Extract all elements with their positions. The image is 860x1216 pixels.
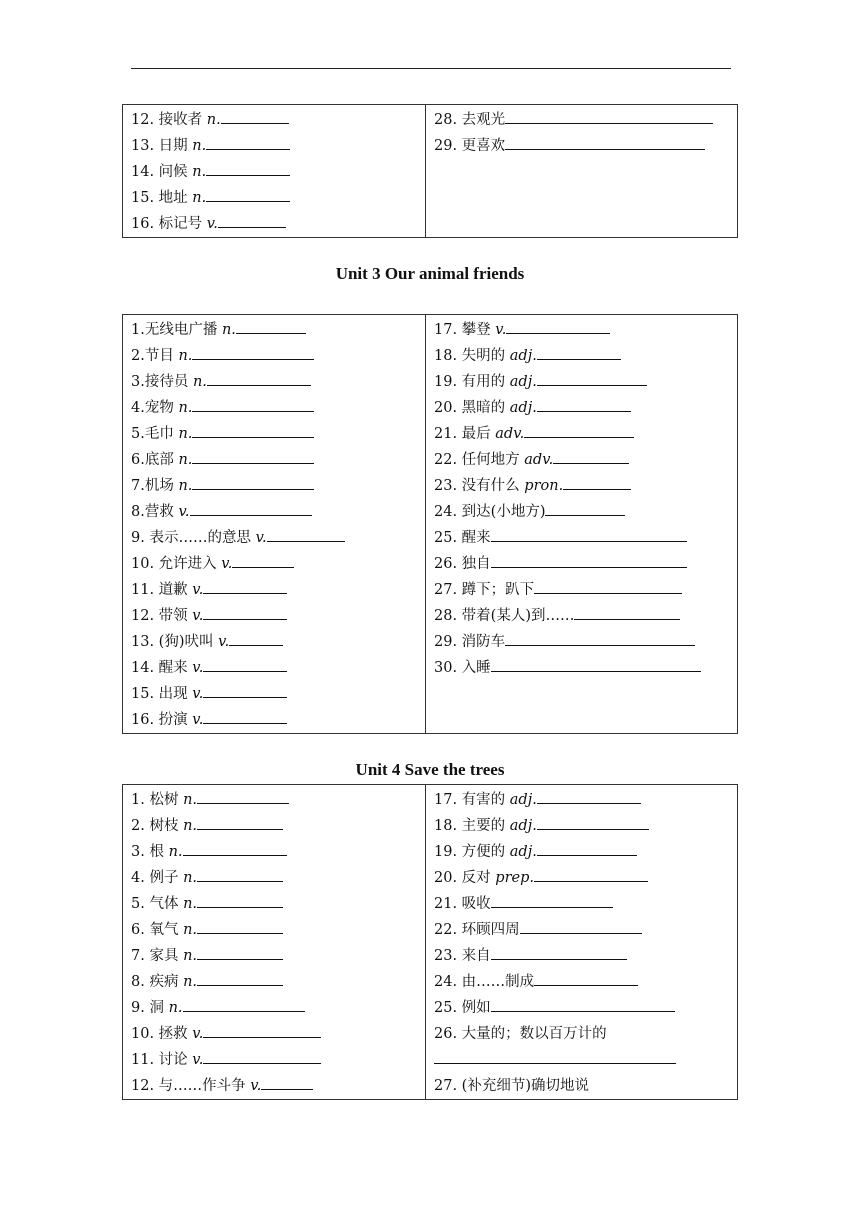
vocab-term: 20. 黑暗的 <box>434 400 510 416</box>
vocab-item <box>434 813 737 839</box>
part-of-speech: n. <box>183 896 198 912</box>
vocab-item <box>434 1021 737 1047</box>
vocab-term: 9. 表示……的意思 <box>131 530 256 546</box>
vocab-item <box>131 185 425 211</box>
part-of-speech: v. <box>218 634 230 650</box>
vocab-term: 18. 主要的 <box>434 818 510 834</box>
vocab-term: 27. (补充细节)确切地说 <box>434 1078 589 1094</box>
vocab-item <box>434 1073 737 1099</box>
answer-blank[interactable] <box>491 553 687 568</box>
vocab-item <box>131 395 425 421</box>
vocab-item <box>131 969 425 995</box>
vocab-term: 14. 醒来 <box>131 660 193 676</box>
vocab-item <box>131 525 425 551</box>
vocab-term: 15. 出现 <box>131 686 193 702</box>
vocab-item <box>434 473 737 499</box>
answer-blank[interactable] <box>203 657 287 672</box>
part-of-speech: n. <box>168 844 183 860</box>
vocab-term: 24. 到达(小地方) <box>434 504 546 520</box>
answer-blank[interactable] <box>206 187 290 202</box>
vocab-item <box>131 865 425 891</box>
vocab-term: 2.节目 <box>131 348 179 364</box>
vocab-item <box>434 839 737 865</box>
answer-blank[interactable] <box>203 683 287 698</box>
vocab-term: 22. 任何地方 <box>434 452 525 468</box>
vocab-term: 16. 扮演 <box>131 712 193 728</box>
answer-blank[interactable] <box>197 919 283 934</box>
answer-blank[interactable] <box>563 475 631 490</box>
answer-blank[interactable] <box>229 631 283 646</box>
vocab-item <box>131 813 425 839</box>
part-of-speech: n. <box>192 190 207 206</box>
vocab-item <box>434 787 737 813</box>
answer-blank[interactable] <box>491 893 613 908</box>
vocab-item <box>131 499 425 525</box>
vocab-term: 28. 带着(某人)到…… <box>434 608 575 624</box>
answer-blank[interactable] <box>192 449 314 464</box>
vocab-item <box>131 577 425 603</box>
part-of-speech: v. <box>255 530 267 546</box>
vocab-item <box>131 1073 425 1099</box>
part-of-speech: adv. <box>524 452 554 468</box>
part-of-speech: n. <box>168 1000 183 1016</box>
answer-blank[interactable] <box>203 579 287 594</box>
answer-blank[interactable] <box>192 345 314 360</box>
vocab-item <box>434 577 737 603</box>
part-of-speech: n. <box>192 164 207 180</box>
answer-blank[interactable] <box>203 1049 321 1064</box>
vocab-term: 22. 环顾四周 <box>434 922 520 938</box>
answer-blank[interactable] <box>534 867 648 882</box>
vocab-table-unit4 <box>122 784 738 1100</box>
vocab-item <box>131 473 425 499</box>
part-of-speech: n. <box>178 426 193 442</box>
part-of-speech: adj. <box>509 400 537 416</box>
vocab-term: 10. 拯救 <box>131 1026 193 1042</box>
vocab-term: 4. 例子 <box>131 870 184 886</box>
part-of-speech: n. <box>183 922 198 938</box>
answer-blank[interactable] <box>197 945 283 960</box>
answer-blank[interactable] <box>545 501 625 516</box>
vocab-item <box>131 369 425 395</box>
vocab-item <box>434 421 737 447</box>
vocab-item <box>131 603 425 629</box>
vocab-item <box>131 995 425 1021</box>
answer-blank[interactable] <box>192 475 314 490</box>
answer-blank[interactable] <box>520 919 642 934</box>
vocab-term: 25. 例如 <box>434 1000 491 1016</box>
answer-blank[interactable] <box>206 135 290 150</box>
vocab-item <box>131 891 425 917</box>
part-of-speech: prep. <box>495 870 534 886</box>
vocab-term: 29. 更喜欢 <box>434 138 506 154</box>
answer-blank[interactable] <box>537 397 631 412</box>
answer-blank[interactable] <box>203 709 287 724</box>
answer-blank[interactable] <box>491 945 627 960</box>
vocab-item <box>131 551 425 577</box>
answer-blank[interactable] <box>491 997 675 1012</box>
vocab-item <box>131 159 425 185</box>
vocab-term: 7.机场 <box>131 478 179 494</box>
part-of-speech: v. <box>221 556 233 572</box>
vocab-term: 14. 问候 <box>131 164 193 180</box>
vocab-term: 26. 大量的；数以百万计的 <box>434 1026 607 1042</box>
part-of-speech: n. <box>178 478 193 494</box>
answer-blank[interactable] <box>505 631 695 646</box>
answer-blank[interactable] <box>190 501 312 516</box>
part-of-speech: n. <box>178 348 193 364</box>
vocab-term: 26. 独自 <box>434 556 491 572</box>
vocab-term: 23. 没有什么 <box>434 478 525 494</box>
answer-blank[interactable] <box>537 345 621 360</box>
answer-blank[interactable] <box>192 397 314 412</box>
vocab-item <box>131 787 425 813</box>
vocab-item <box>131 681 425 707</box>
vocab-table-unit3 <box>122 314 738 734</box>
answer-blank[interactable] <box>524 423 634 438</box>
vocab-term: 23. 来自 <box>434 948 491 964</box>
vocab-item <box>131 317 425 343</box>
vocab-term: 5. 气体 <box>131 896 184 912</box>
vocab-item <box>434 1047 737 1073</box>
vocab-term: 7. 家具 <box>131 948 184 964</box>
vocab-item <box>434 865 737 891</box>
vocab-column-right <box>426 315 737 733</box>
part-of-speech: adj. <box>509 792 537 808</box>
vocab-item <box>131 839 425 865</box>
vocab-column-left <box>123 105 426 237</box>
vocab-item <box>131 707 425 733</box>
part-of-speech: adj. <box>509 374 537 390</box>
vocab-column-left <box>123 785 426 1099</box>
part-of-speech: pron. <box>524 478 564 494</box>
part-of-speech: v. <box>192 712 204 728</box>
vocab-item <box>434 447 737 473</box>
part-of-speech: adj. <box>509 348 537 364</box>
vocab-item <box>131 1047 425 1073</box>
answer-blank[interactable] <box>207 371 311 386</box>
part-of-speech: v. <box>192 582 204 598</box>
vocab-term: 21. 最后 <box>434 426 496 442</box>
vocab-term: 12. 带领 <box>131 608 193 624</box>
vocab-term: 24. 由……制成 <box>434 974 535 990</box>
answer-blank[interactable] <box>537 789 641 804</box>
vocab-term: 1.无线电广播 <box>131 322 222 338</box>
vocab-term: 19. 方便的 <box>434 844 510 860</box>
vocab-term: 27. 蹲下；趴下 <box>434 582 535 598</box>
answer-blank[interactable] <box>267 527 345 542</box>
vocab-term: 29. 消防车 <box>434 634 506 650</box>
part-of-speech: v. <box>192 1026 204 1042</box>
part-of-speech: n. <box>206 112 221 128</box>
vocab-term: 12. 与……作斗争 <box>131 1078 251 1094</box>
answer-blank[interactable] <box>192 423 314 438</box>
vocab-item <box>434 917 737 943</box>
vocab-column-right <box>426 105 737 237</box>
answer-blank[interactable] <box>261 1075 313 1090</box>
vocab-item <box>131 211 425 237</box>
part-of-speech: n. <box>183 792 198 808</box>
vocab-table-unit2 <box>122 104 738 238</box>
vocab-item <box>131 1021 425 1047</box>
vocab-term: 8. 疾病 <box>131 974 184 990</box>
vocab-item <box>434 395 737 421</box>
vocab-column-right <box>426 785 737 1099</box>
vocab-item <box>131 343 425 369</box>
answer-blank[interactable] <box>537 371 647 386</box>
vocab-item <box>131 655 425 681</box>
answer-blank[interactable] <box>434 1049 676 1064</box>
vocab-term: 28. 去观光 <box>434 112 506 128</box>
vocab-item <box>131 917 425 943</box>
answer-blank[interactable] <box>203 1023 321 1038</box>
vocab-item <box>434 603 737 629</box>
part-of-speech: n. <box>183 870 198 886</box>
vocab-term: 6.底部 <box>131 452 179 468</box>
unit4-title: Unit 4 Save the trees <box>355 760 505 779</box>
part-of-speech: v. <box>192 660 204 676</box>
part-of-speech: n. <box>183 818 198 834</box>
answer-blank[interactable] <box>183 841 287 856</box>
vocab-item <box>131 107 425 133</box>
vocab-item <box>434 655 737 681</box>
vocab-term: 21. 吸收 <box>434 896 491 912</box>
answer-blank[interactable] <box>197 893 283 908</box>
vocab-term: 13. 日期 <box>131 138 193 154</box>
answer-blank[interactable] <box>183 997 305 1012</box>
vocab-item <box>434 943 737 969</box>
part-of-speech: n. <box>183 974 198 990</box>
vocab-item <box>131 133 425 159</box>
vocab-item <box>434 525 737 551</box>
vocab-item <box>131 447 425 473</box>
part-of-speech: n. <box>192 374 207 390</box>
answer-blank[interactable] <box>197 867 283 882</box>
answer-blank[interactable] <box>537 815 649 830</box>
vocab-item <box>434 891 737 917</box>
vocab-term: 10. 允许进入 <box>131 556 222 572</box>
answer-blank[interactable] <box>491 657 701 672</box>
part-of-speech: n. <box>221 322 236 338</box>
vocab-item <box>434 969 737 995</box>
answer-blank[interactable] <box>197 815 283 830</box>
vocab-item <box>434 133 737 159</box>
part-of-speech: v. <box>192 686 204 702</box>
vocab-item <box>434 317 737 343</box>
vocab-term: 16. 标记号 <box>131 216 207 232</box>
vocab-term: 19. 有用的 <box>434 374 510 390</box>
answer-blank[interactable] <box>553 449 629 464</box>
vocab-term: 30. 入睡 <box>434 660 491 676</box>
answer-blank[interactable] <box>505 135 705 150</box>
answer-blank[interactable] <box>574 605 680 620</box>
vocab-term: 12. 接收者 <box>131 112 207 128</box>
answer-blank[interactable] <box>197 971 283 986</box>
part-of-speech: n. <box>178 452 193 468</box>
vocab-item <box>434 107 737 133</box>
vocab-term: 3. 根 <box>131 844 169 860</box>
vocab-item <box>131 421 425 447</box>
answer-blank[interactable] <box>232 553 294 568</box>
part-of-speech: v. <box>206 216 218 232</box>
vocab-term: 5.毛巾 <box>131 426 179 442</box>
vocab-term: 17. 攀登 <box>434 322 496 338</box>
part-of-speech: adv. <box>495 426 525 442</box>
part-of-speech: v. <box>250 1078 262 1094</box>
vocab-item <box>131 629 425 655</box>
vocab-term: 20. 反对 <box>434 870 496 886</box>
answer-blank[interactable] <box>491 527 687 542</box>
vocab-item <box>434 551 737 577</box>
part-of-speech: adj. <box>509 844 537 860</box>
vocab-term: 9. 洞 <box>131 1000 169 1016</box>
vocab-term: 11. 讨论 <box>131 1052 193 1068</box>
answer-blank[interactable] <box>537 841 637 856</box>
answer-blank[interactable] <box>505 109 713 124</box>
vocab-item <box>434 629 737 655</box>
part-of-speech: v. <box>192 608 204 624</box>
vocab-term: 13. (狗)吠叫 <box>131 634 219 650</box>
part-of-speech: n. <box>183 948 198 964</box>
answer-blank[interactable] <box>206 161 290 176</box>
vocab-term: 15. 地址 <box>131 190 193 206</box>
vocab-column-left <box>123 315 426 733</box>
answer-blank[interactable] <box>221 109 289 124</box>
answer-blank[interactable] <box>218 213 286 228</box>
vocab-item <box>131 943 425 969</box>
answer-blank[interactable] <box>236 319 306 334</box>
header-rule <box>131 68 731 69</box>
answer-blank[interactable] <box>534 971 638 986</box>
vocab-item <box>434 369 737 395</box>
answer-blank[interactable] <box>506 319 610 334</box>
answer-blank[interactable] <box>203 605 287 620</box>
vocab-term: 3.接待员 <box>131 374 193 390</box>
vocab-term: 11. 道歉 <box>131 582 193 598</box>
vocab-term: 1. 松树 <box>131 792 184 808</box>
part-of-speech: n. <box>178 400 193 416</box>
vocab-item <box>434 499 737 525</box>
vocab-term: 17. 有害的 <box>434 792 510 808</box>
unit3-title: Unit 3 Our animal friends <box>335 264 525 283</box>
answer-blank[interactable] <box>197 789 289 804</box>
part-of-speech: n. <box>192 138 207 154</box>
vocab-term: 18. 失明的 <box>434 348 510 364</box>
part-of-speech: v. <box>178 504 190 520</box>
vocab-term: 4.宠物 <box>131 400 179 416</box>
part-of-speech: adj. <box>509 818 537 834</box>
vocab-term: 2. 树枝 <box>131 818 184 834</box>
vocab-item <box>434 343 737 369</box>
vocab-term: 8.营救 <box>131 504 179 520</box>
part-of-speech: v. <box>495 322 507 338</box>
answer-blank[interactable] <box>534 579 682 594</box>
vocab-term: 25. 醒来 <box>434 530 491 546</box>
vocab-item <box>434 995 737 1021</box>
vocab-term: 6. 氧气 <box>131 922 184 938</box>
part-of-speech: v. <box>192 1052 204 1068</box>
